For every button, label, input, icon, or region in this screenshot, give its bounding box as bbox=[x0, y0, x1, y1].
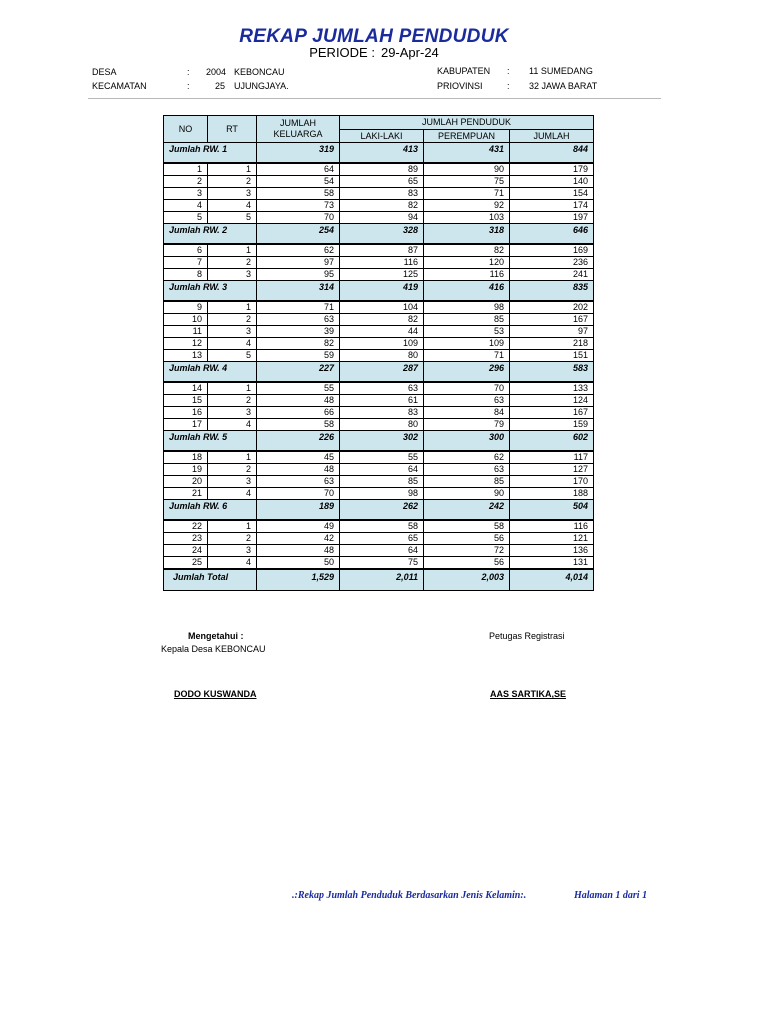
cell-keluarga: 63 bbox=[257, 314, 340, 326]
cell-keluarga: 59 bbox=[257, 350, 340, 362]
cell-keluarga: 71 bbox=[257, 301, 340, 314]
cell-jumlah: 124 bbox=[510, 395, 594, 407]
cell-perempuan: 62 bbox=[424, 451, 510, 464]
cell-no: 15 bbox=[164, 395, 208, 407]
cell-rt: 4 bbox=[208, 200, 257, 212]
cell-perempuan: 63 bbox=[424, 395, 510, 407]
table-row bbox=[164, 488, 594, 500]
total-row bbox=[164, 569, 594, 591]
cell-rt: 2 bbox=[208, 395, 257, 407]
cell-rt: 2 bbox=[208, 176, 257, 188]
cell-no: 6 bbox=[164, 244, 208, 257]
cell-perempuan: 103 bbox=[424, 212, 510, 224]
rw-jumlah: 646 bbox=[510, 224, 594, 245]
cell-laki: 65 bbox=[340, 176, 424, 188]
cell-rt: 3 bbox=[208, 326, 257, 338]
rw-label: Jumlah RW. 2 bbox=[164, 224, 257, 245]
cell-perempuan: 56 bbox=[424, 557, 510, 570]
cell-no: 8 bbox=[164, 269, 208, 281]
footer-doc-name: .:Rekap Jumlah Penduduk Berdasarkan Jenis Kelamin:. bbox=[292, 890, 527, 901]
cell-no: 25 bbox=[164, 557, 208, 570]
rw-subtotal-row bbox=[164, 281, 594, 302]
cell-no: 5 bbox=[164, 212, 208, 224]
cell-no: 1 bbox=[164, 163, 208, 176]
cell-rt: 1 bbox=[208, 301, 257, 314]
cell-laki: 65 bbox=[340, 533, 424, 545]
cell-jumlah: 127 bbox=[510, 464, 594, 476]
cell-jumlah: 154 bbox=[510, 188, 594, 200]
signer-left-name: DODO KUSWANDA bbox=[174, 689, 257, 699]
rw-label: Jumlah RW. 4 bbox=[164, 362, 257, 383]
total-jumlah: 4,014 bbox=[510, 569, 594, 591]
cell-keluarga: 50 bbox=[257, 557, 340, 570]
provinsi-label: PRIOVINSI bbox=[437, 81, 483, 91]
cell-laki: 83 bbox=[340, 188, 424, 200]
rw-perempuan: 300 bbox=[424, 431, 510, 452]
cell-jumlah: 133 bbox=[510, 382, 594, 395]
rw-jumlah: 835 bbox=[510, 281, 594, 302]
cell-laki: 80 bbox=[340, 350, 424, 362]
cell-keluarga: 45 bbox=[257, 451, 340, 464]
kecamatan-colon: : bbox=[187, 81, 190, 91]
cell-laki: 98 bbox=[340, 488, 424, 500]
cell-laki: 82 bbox=[340, 314, 424, 326]
cell-no: 14 bbox=[164, 382, 208, 395]
cell-laki: 82 bbox=[340, 200, 424, 212]
table-row bbox=[164, 557, 594, 570]
cell-jumlah: 197 bbox=[510, 212, 594, 224]
kecamatan-code: 25 bbox=[215, 81, 226, 91]
cell-laki: 89 bbox=[340, 163, 424, 176]
cell-jumlah: 179 bbox=[510, 163, 594, 176]
cell-perempuan: 75 bbox=[424, 176, 510, 188]
table-row bbox=[164, 338, 594, 350]
table-row bbox=[164, 269, 594, 281]
cell-perempuan: 92 bbox=[424, 200, 510, 212]
cell-jumlah: 202 bbox=[510, 301, 594, 314]
cell-rt: 5 bbox=[208, 350, 257, 362]
table-body bbox=[164, 143, 594, 591]
header-no: NO bbox=[164, 116, 208, 143]
rw-subtotal-row bbox=[164, 431, 594, 452]
periode-value: 29-Apr-24 bbox=[380, 45, 439, 60]
cell-laki: 75 bbox=[340, 557, 424, 570]
periode bbox=[0, 45, 748, 60]
kabupaten-value: 11 SUMEDANG bbox=[529, 66, 593, 76]
cell-keluarga: 73 bbox=[257, 200, 340, 212]
cell-laki: 80 bbox=[340, 419, 424, 431]
header-jumlah-keluarga-line1: JUMLAH bbox=[279, 118, 316, 128]
table-row bbox=[164, 350, 594, 362]
footer-page: Halaman 1 dari 1 bbox=[574, 890, 648, 901]
header-rt: RT bbox=[208, 116, 257, 143]
rw-laki: 413 bbox=[340, 143, 424, 164]
cell-jumlah: 236 bbox=[510, 257, 594, 269]
cell-laki: 94 bbox=[340, 212, 424, 224]
cell-perempuan: 63 bbox=[424, 464, 510, 476]
table-row bbox=[164, 244, 594, 257]
cell-jumlah: 174 bbox=[510, 200, 594, 212]
rw-perempuan: 431 bbox=[424, 143, 510, 164]
cell-keluarga: 82 bbox=[257, 338, 340, 350]
cell-perempuan: 90 bbox=[424, 488, 510, 500]
cell-rt: 4 bbox=[208, 338, 257, 350]
rw-perempuan: 242 bbox=[424, 500, 510, 521]
cell-rt: 1 bbox=[208, 382, 257, 395]
cell-jumlah: 116 bbox=[510, 520, 594, 533]
cell-laki: 125 bbox=[340, 269, 424, 281]
cell-jumlah: 241 bbox=[510, 269, 594, 281]
table-row bbox=[164, 520, 594, 533]
cell-keluarga: 48 bbox=[257, 545, 340, 557]
cell-jumlah: 167 bbox=[510, 314, 594, 326]
cell-keluarga: 48 bbox=[257, 464, 340, 476]
cell-laki: 85 bbox=[340, 476, 424, 488]
rw-laki: 419 bbox=[340, 281, 424, 302]
kecamatan-label: KECAMATAN bbox=[92, 81, 147, 91]
petugas-label: Petugas Registrasi bbox=[489, 631, 565, 641]
table-row bbox=[164, 451, 594, 464]
header-jumlah-keluarga-line2: KELUARGA bbox=[273, 129, 323, 139]
table-row bbox=[164, 382, 594, 395]
cell-no: 13 bbox=[164, 350, 208, 362]
table-row bbox=[164, 407, 594, 419]
cell-rt: 3 bbox=[208, 545, 257, 557]
cell-laki: 55 bbox=[340, 451, 424, 464]
cell-perempuan: 82 bbox=[424, 244, 510, 257]
cell-keluarga: 70 bbox=[257, 212, 340, 224]
rw-label: Jumlah RW. 1 bbox=[164, 143, 257, 164]
header-jumlah-keluarga bbox=[257, 116, 340, 143]
total-keluarga: 1,529 bbox=[257, 569, 340, 591]
cell-keluarga: 49 bbox=[257, 520, 340, 533]
cell-no: 2 bbox=[164, 176, 208, 188]
cell-no: 9 bbox=[164, 301, 208, 314]
desa-label: DESA bbox=[92, 67, 117, 77]
desa-name: KEBONCAU bbox=[234, 67, 285, 77]
header-perempuan: PEREMPUAN bbox=[424, 130, 510, 143]
cell-rt: 1 bbox=[208, 451, 257, 464]
cell-rt: 4 bbox=[208, 488, 257, 500]
population-table bbox=[163, 115, 594, 591]
kabupaten-label: KABUPATEN bbox=[437, 66, 491, 76]
table-row bbox=[164, 476, 594, 488]
rw-keluarga: 226 bbox=[257, 431, 340, 452]
rw-subtotal-row bbox=[164, 224, 594, 245]
header-jumlah-penduduk: JUMLAH PENDUDUK bbox=[340, 116, 594, 130]
cell-perempuan: 84 bbox=[424, 407, 510, 419]
cell-jumlah: 131 bbox=[510, 557, 594, 570]
header-divider bbox=[88, 98, 661, 99]
cell-perempuan: 70 bbox=[424, 382, 510, 395]
provinsi-colon: : bbox=[507, 81, 510, 91]
cell-laki: 58 bbox=[340, 520, 424, 533]
cell-laki: 61 bbox=[340, 395, 424, 407]
table-row bbox=[164, 301, 594, 314]
cell-jumlah: 169 bbox=[510, 244, 594, 257]
cell-keluarga: 62 bbox=[257, 244, 340, 257]
cell-jumlah: 170 bbox=[510, 476, 594, 488]
rw-keluarga: 227 bbox=[257, 362, 340, 383]
rw-laki: 262 bbox=[340, 500, 424, 521]
cell-keluarga: 58 bbox=[257, 188, 340, 200]
table-row bbox=[164, 464, 594, 476]
rw-perempuan: 296 bbox=[424, 362, 510, 383]
cell-laki: 64 bbox=[340, 464, 424, 476]
cell-no: 11 bbox=[164, 326, 208, 338]
cell-no: 17 bbox=[164, 419, 208, 431]
header-laki-laki: LAKI-LAKI bbox=[340, 130, 424, 143]
table-row bbox=[164, 188, 594, 200]
cell-jumlah: 151 bbox=[510, 350, 594, 362]
rw-perempuan: 416 bbox=[424, 281, 510, 302]
cell-perempuan: 109 bbox=[424, 338, 510, 350]
cell-perempuan: 71 bbox=[424, 188, 510, 200]
cell-no: 16 bbox=[164, 407, 208, 419]
cell-perempuan: 116 bbox=[424, 269, 510, 281]
cell-laki: 83 bbox=[340, 407, 424, 419]
total-laki: 2,011 bbox=[340, 569, 424, 591]
signer-right-name: AAS SARTIKA,SE bbox=[490, 689, 567, 699]
cell-rt: 1 bbox=[208, 520, 257, 533]
table-row bbox=[164, 176, 594, 188]
table-row bbox=[164, 419, 594, 431]
desa-code: 2004 bbox=[206, 67, 227, 77]
rw-subtotal-row bbox=[164, 500, 594, 521]
rw-label: Jumlah RW. 3 bbox=[164, 281, 257, 302]
cell-laki: 64 bbox=[340, 545, 424, 557]
cell-keluarga: 97 bbox=[257, 257, 340, 269]
rw-perempuan: 318 bbox=[424, 224, 510, 245]
cell-laki: 116 bbox=[340, 257, 424, 269]
cell-rt: 2 bbox=[208, 257, 257, 269]
cell-rt: 5 bbox=[208, 212, 257, 224]
cell-keluarga: 39 bbox=[257, 326, 340, 338]
cell-rt: 1 bbox=[208, 163, 257, 176]
mengetahui-label: Mengetahui : bbox=[188, 631, 244, 641]
rw-jumlah: 504 bbox=[510, 500, 594, 521]
rw-jumlah: 844 bbox=[510, 143, 594, 164]
rw-jumlah: 583 bbox=[510, 362, 594, 383]
cell-laki: 63 bbox=[340, 382, 424, 395]
cell-no: 24 bbox=[164, 545, 208, 557]
cell-keluarga: 70 bbox=[257, 488, 340, 500]
periode-label: PERIODE : bbox=[309, 45, 375, 60]
rw-label: Jumlah RW. 5 bbox=[164, 431, 257, 452]
rw-laki: 302 bbox=[340, 431, 424, 452]
cell-rt: 4 bbox=[208, 419, 257, 431]
cell-laki: 87 bbox=[340, 244, 424, 257]
cell-no: 10 bbox=[164, 314, 208, 326]
kabupaten-colon: : bbox=[507, 66, 510, 76]
cell-rt: 3 bbox=[208, 269, 257, 281]
table-row bbox=[164, 395, 594, 407]
cell-perempuan: 85 bbox=[424, 476, 510, 488]
table-row bbox=[164, 533, 594, 545]
cell-keluarga: 55 bbox=[257, 382, 340, 395]
cell-jumlah: 121 bbox=[510, 533, 594, 545]
cell-laki: 109 bbox=[340, 338, 424, 350]
kecamatan-name: UJUNGJAYA. bbox=[234, 81, 289, 91]
cell-perempuan: 90 bbox=[424, 163, 510, 176]
cell-laki: 44 bbox=[340, 326, 424, 338]
cell-keluarga: 54 bbox=[257, 176, 340, 188]
cell-jumlah: 188 bbox=[510, 488, 594, 500]
rw-laki: 287 bbox=[340, 362, 424, 383]
cell-rt: 1 bbox=[208, 244, 257, 257]
cell-jumlah: 97 bbox=[510, 326, 594, 338]
cell-keluarga: 48 bbox=[257, 395, 340, 407]
table-row bbox=[164, 163, 594, 176]
cell-perempuan: 58 bbox=[424, 520, 510, 533]
cell-no: 4 bbox=[164, 200, 208, 212]
desa-colon: : bbox=[187, 67, 190, 77]
cell-keluarga: 58 bbox=[257, 419, 340, 431]
cell-no: 3 bbox=[164, 188, 208, 200]
cell-keluarga: 66 bbox=[257, 407, 340, 419]
cell-perempuan: 120 bbox=[424, 257, 510, 269]
rw-label: Jumlah RW. 6 bbox=[164, 500, 257, 521]
cell-jumlah: 117 bbox=[510, 451, 594, 464]
cell-perempuan: 72 bbox=[424, 545, 510, 557]
cell-rt: 2 bbox=[208, 314, 257, 326]
rw-jumlah: 602 bbox=[510, 431, 594, 452]
cell-jumlah: 218 bbox=[510, 338, 594, 350]
table-row bbox=[164, 314, 594, 326]
rw-keluarga: 254 bbox=[257, 224, 340, 245]
cell-jumlah: 159 bbox=[510, 419, 594, 431]
table-row bbox=[164, 212, 594, 224]
table-row bbox=[164, 257, 594, 269]
cell-rt: 2 bbox=[208, 464, 257, 476]
cell-no: 19 bbox=[164, 464, 208, 476]
header-jumlah: JUMLAH bbox=[510, 130, 594, 143]
cell-keluarga: 63 bbox=[257, 476, 340, 488]
cell-perempuan: 79 bbox=[424, 419, 510, 431]
kepala-desa-label: Kepala Desa KEBONCAU bbox=[161, 644, 266, 654]
rw-keluarga: 319 bbox=[257, 143, 340, 164]
cell-perempuan: 85 bbox=[424, 314, 510, 326]
rw-laki: 328 bbox=[340, 224, 424, 245]
cell-no: 21 bbox=[164, 488, 208, 500]
table-row bbox=[164, 545, 594, 557]
rw-keluarga: 189 bbox=[257, 500, 340, 521]
cell-jumlah: 140 bbox=[510, 176, 594, 188]
cell-perempuan: 71 bbox=[424, 350, 510, 362]
cell-keluarga: 64 bbox=[257, 163, 340, 176]
cell-rt: 4 bbox=[208, 557, 257, 570]
page-title: REKAP JUMLAH PENDUDUK bbox=[239, 26, 509, 47]
cell-perempuan: 56 bbox=[424, 533, 510, 545]
table-header bbox=[164, 116, 594, 143]
cell-no: 20 bbox=[164, 476, 208, 488]
cell-no: 22 bbox=[164, 520, 208, 533]
cell-rt: 2 bbox=[208, 533, 257, 545]
cell-no: 12 bbox=[164, 338, 208, 350]
cell-no: 7 bbox=[164, 257, 208, 269]
cell-rt: 3 bbox=[208, 476, 257, 488]
cell-jumlah: 167 bbox=[510, 407, 594, 419]
total-perempuan: 2,003 bbox=[424, 569, 510, 591]
total-label: Jumlah Total bbox=[164, 569, 257, 591]
rw-subtotal-row bbox=[164, 362, 594, 383]
cell-perempuan: 98 bbox=[424, 301, 510, 314]
cell-laki: 104 bbox=[340, 301, 424, 314]
rw-keluarga: 314 bbox=[257, 281, 340, 302]
provinsi-value: 32 JAWA BARAT bbox=[529, 81, 598, 91]
table-row bbox=[164, 326, 594, 338]
cell-rt: 3 bbox=[208, 407, 257, 419]
rw-subtotal-row bbox=[164, 143, 594, 164]
cell-keluarga: 95 bbox=[257, 269, 340, 281]
cell-no: 18 bbox=[164, 451, 208, 464]
cell-rt: 3 bbox=[208, 188, 257, 200]
table-row bbox=[164, 200, 594, 212]
cell-perempuan: 53 bbox=[424, 326, 510, 338]
cell-jumlah: 136 bbox=[510, 545, 594, 557]
cell-no: 23 bbox=[164, 533, 208, 545]
cell-keluarga: 42 bbox=[257, 533, 340, 545]
